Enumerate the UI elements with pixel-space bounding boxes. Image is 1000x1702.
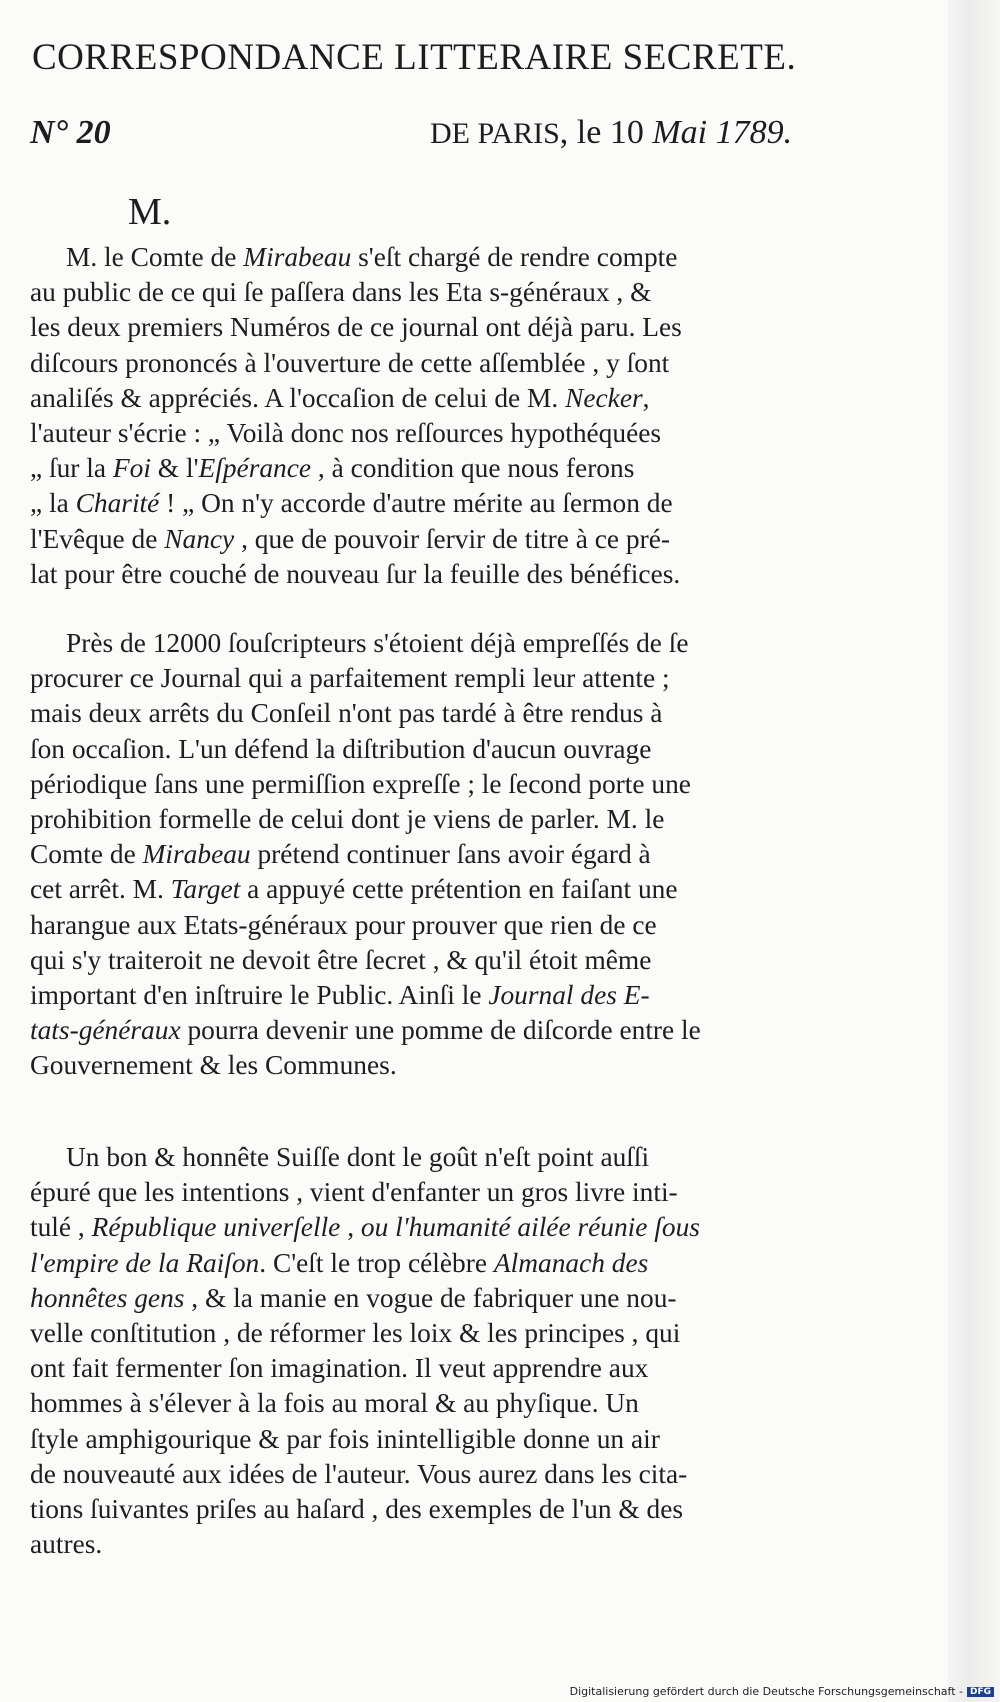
issue-dateline bbox=[430, 114, 792, 152]
italic-term: Mirabeau bbox=[243, 242, 352, 272]
text-line: tulé , République univerſelle , ou l'humanité ailée réunie ſous bbox=[30, 1212, 700, 1243]
publication-title: CORRESPONDANCE LITTERAIRE SECRETE. bbox=[32, 37, 797, 78]
italic-term: ou l'humanité ailée réunie ſous bbox=[360, 1212, 700, 1243]
text-line: ont fait fermenter ſon imagination. Il veut apprendre aux bbox=[30, 1353, 649, 1384]
italic-term: Eſpérance bbox=[198, 453, 312, 484]
text-line: honnêtes gens , & la manie en vogue de fabriquer une nou- bbox=[30, 1282, 677, 1313]
text-line: M. le Comte de Mirabeau s'eſt chargé de rendre compte bbox=[66, 242, 678, 272]
text-line: prohibition formelle de celui dont je viens de parler. M. le bbox=[30, 803, 665, 834]
text-line: l'empire de la Raiſon. C'eſt le trop célèbre Almanach des bbox=[30, 1247, 649, 1278]
text-line: qui s'y traiteroit ne devoit être ſecret , & qu'il étoit même bbox=[30, 944, 652, 975]
dateline-day: 10 bbox=[609, 114, 644, 151]
text-line: l'Evêque de Nancy , que de pouvoir ſervir de titre à ce pré- bbox=[30, 523, 670, 554]
text-line: autres. bbox=[30, 1529, 103, 1560]
italic-term: Foi bbox=[112, 453, 151, 484]
text-line: analiſés & appréciés. A l'occaſion de celui de M. Necker, bbox=[30, 382, 650, 413]
text-line: mais deux arrêts du Conſeil n'ont pas tardé à être rendus à bbox=[30, 698, 663, 729]
text-line: Comte de Mirabeau prétend continuer ſans avoir égard à bbox=[30, 839, 651, 870]
text-line: important d'en inſtruire le Public. Ainſi le Journal des E- bbox=[30, 979, 650, 1010]
dateline-year: 1789. bbox=[715, 114, 793, 151]
italic-term: l'empire de la Raiſon bbox=[30, 1247, 260, 1278]
text-line: cet arrêt. M. Target a appuyé cette prétention en faiſant une bbox=[30, 874, 678, 905]
text-line: hommes à s'élever à la fois au moral & au phyſique. Un bbox=[30, 1388, 639, 1419]
text-line: périodique ſans une permiſſion expreſſe ; le ſecond porte une bbox=[30, 768, 691, 799]
text-line: velle conſtitution , de réformer les loix & les principes , qui bbox=[30, 1317, 681, 1348]
issue-number: N° 20 bbox=[30, 114, 111, 151]
credit-text: Digitalisierung gefördert durch die Deutsche Forschungsgemeinschaft - bbox=[569, 1685, 963, 1698]
text-line: harangue aux Etats-généraux pour prouver que rien de ce bbox=[30, 909, 657, 940]
digitization-credit bbox=[570, 1685, 994, 1698]
page-gutter-shadow bbox=[948, 0, 1000, 1702]
italic-term: Almanach des bbox=[493, 1247, 649, 1278]
dateline-place: DE PARIS bbox=[430, 117, 560, 150]
text-line: l'auteur s'écrie : „ Voilà donc nos reſſources hypothéquées bbox=[30, 417, 662, 448]
text-line: Un bon & honnête Suiſſe dont le goût n'eſt point auſſi bbox=[66, 1142, 650, 1172]
text-line: Près de 12000 ſouſcripteurs s'étoient déjà empreſſés de ſe bbox=[66, 628, 689, 658]
paragraph-subscribers bbox=[30, 626, 910, 1083]
dfg-logo: DFG bbox=[967, 1687, 994, 1697]
dateline-month: Mai bbox=[652, 114, 708, 151]
paragraph-republique-universelle bbox=[30, 1140, 910, 1562]
text-line: Gouvernement & les Communes. bbox=[30, 1050, 397, 1081]
text-line: ſtyle amphigourique & par fois inintelligible donne un air bbox=[30, 1423, 660, 1454]
text-line: „ ſur la Foi & l'Eſpérance , à condition que nous ferons bbox=[30, 453, 635, 484]
italic-term: honnêtes gens bbox=[30, 1282, 185, 1313]
text-line: tats-généraux pourra devenir une pomme de diſcorde entre le bbox=[30, 1015, 701, 1046]
text-line: diſcours prononcés à l'ouverture de cette aſſemblée , y ſont bbox=[30, 347, 670, 378]
italic-term: Mirabeau bbox=[142, 839, 251, 870]
text-line: ſon occaſion. L'un défend la diſtribution d'aucun ouvrage bbox=[30, 733, 652, 764]
text-line: les deux premiers Numéros de ce journal ont déjà paru. Les bbox=[30, 312, 682, 343]
italic-term: Necker bbox=[565, 382, 643, 413]
italic-term: Journal des E- bbox=[488, 979, 650, 1010]
italic-term: Nancy bbox=[164, 523, 235, 554]
italic-term: République univerſelle bbox=[91, 1212, 341, 1243]
text-line: de nouveauté aux idées de l'auteur. Vous aurez dans les cita- bbox=[30, 1458, 688, 1489]
italic-term: Target bbox=[170, 874, 241, 905]
italic-term: Charité bbox=[75, 488, 160, 519]
text-line: lat pour être couché de nouveau ſur la feuille des bénéfices. bbox=[30, 558, 681, 589]
text-line: „ la Charité ! „ On n'y accorde d'autre mérite au ſermon de bbox=[30, 488, 673, 519]
paragraph-mirabeau-journal bbox=[30, 240, 910, 592]
text-line: tions ſuivantes priſes au haſard , des exemples de l'un & des bbox=[30, 1493, 684, 1524]
italic-term: tats-généraux bbox=[30, 1015, 181, 1046]
text-line: procurer ce Journal qui a parfaitement rempli leur attente ; bbox=[30, 663, 670, 694]
text-line: au public de ce qui ſe paſſera dans les Eta s-généraux , & bbox=[30, 277, 652, 308]
letter-salutation: M. bbox=[128, 191, 172, 233]
text-line: épuré que les intentions , vient d'enfanter un gros livre inti- bbox=[30, 1177, 678, 1208]
dateline-le: , le bbox=[559, 114, 602, 151]
